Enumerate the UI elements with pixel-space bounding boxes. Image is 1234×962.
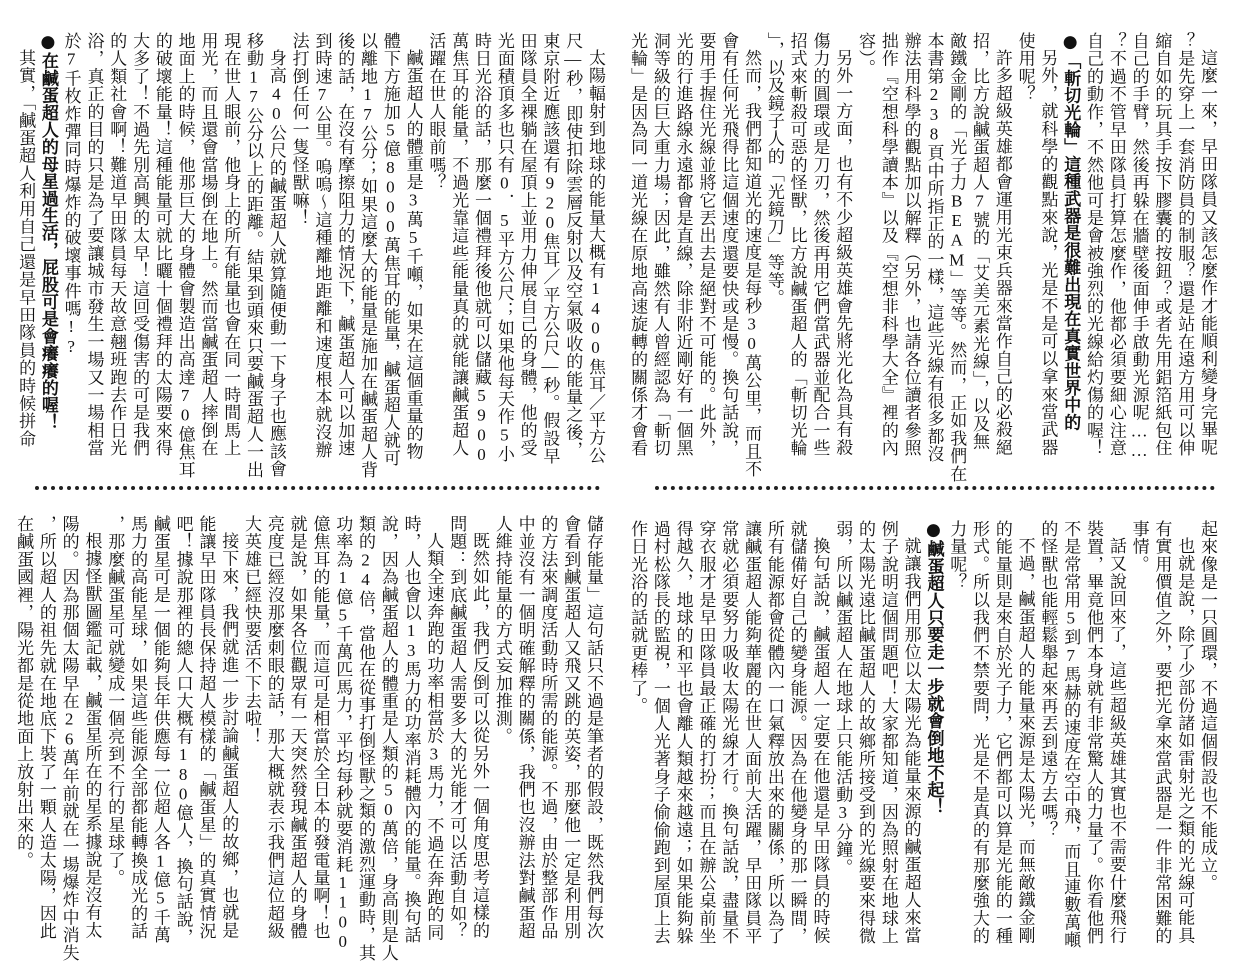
text-column: ？不過不管早田隊員打算怎麼作，他都必須要細心注意: [1106, 32, 1126, 457]
text-column: 的能量則是來自於光子力，它們都可以算是光能的一種: [992, 520, 1012, 945]
text-column: ？是先穿上一套消防員的制服？還是站在遠方用可以伸: [1175, 32, 1195, 457]
text-column: 形式。所以我們不禁要問，光是不是真的有那麼強大的: [970, 520, 990, 945]
text-column: 馬力的高能星球，如果這些能源全部都能轉換成光的話: [128, 515, 148, 940]
text-column: 換句話說，鹹蛋超人一定要在他還是早田隊員的時候: [810, 537, 830, 945]
text-column: 的怪獸也能輕鬆舉起來再丟到遠方去嗎？: [1038, 520, 1058, 839]
text-column: 亮度已經沒那麼刺眼的話，那大概就表示我們這位超級: [264, 515, 284, 940]
text-column: 說，因為鹹蛋超人的體重是人類的50萬倍，身高則是人: [378, 515, 398, 962]
text-column: 類的24倍，當他在從事打倒怪獸之類的激烈運動時，其: [356, 515, 376, 962]
text-column: 鹹蛋超人的體重是3萬5千噸，如果在這個重量的物: [403, 49, 423, 461]
text-column: 會看到鹹蛋超人又飛又跳的英姿，那麼他一定是利用別: [561, 515, 581, 940]
text-column: 就是說，如果各位觀眾有一天突然發現鹹蛋超人的身體: [287, 515, 307, 940]
text-column: 光面積頂多也只有0．5平方公尺；如果他每天作5小: [494, 32, 514, 463]
text-column: 讓鹹蛋超人能夠華麗的在世人面前大活躍，早田隊員平: [742, 520, 762, 945]
text-column: 」，以及鏡子人的「光鏡刀」等等。: [764, 32, 784, 307]
text-column: 縮自如的玩具手按下膠囊的按鈕？或者先用鋁箔紙包住: [1152, 32, 1172, 457]
text-column: 中並沒有一個明確解釋的關係，我們也沒辦法對鹹蛋超: [515, 515, 535, 940]
text-column: 要用手握住光線並將它丟出去是絕對不可能的。此外，: [696, 32, 716, 457]
text-column: 活躍在世人眼前嗎？: [426, 32, 446, 192]
text-column: 拙作『空想科學讀本』以及『空想非科學大全』裡的內: [878, 32, 898, 457]
text-column: 時日光浴的話，那麼一個禮拜後他就可以儲藏5900: [472, 32, 492, 465]
text-column: 能讓早田隊員長保持超人模樣的「鹹蛋星」的真實情況: [196, 515, 216, 940]
text-column: 這麼一來，早田隊員又該怎麼作才能順利變身完畢呢: [1198, 49, 1217, 457]
text-column: 後的話，在沒有摩擦阻力的情況下，鹹蛋超人可以加速: [335, 32, 355, 457]
text-column: 例子說明這個問題吧！大家都知道，因為照射在地球上: [878, 520, 898, 945]
text-column: 尺—秒，即使扣除雲層反射以及空氣吸收的能量之後，: [563, 32, 583, 459]
text-column: 所有能源都會從體內一口氣釋放出來的關係，所以為了: [764, 520, 784, 945]
text-column: 洞等級的巨大重力場；因此，雖然有人曾經認為「斬切: [650, 32, 670, 457]
text-column: 吧！據說那裡的總人口大概有180億人，換句話說，: [173, 515, 193, 946]
text-column: 辦法用科學的觀點加以解釋（另外，也請各位讀者參照: [901, 32, 921, 457]
text-column: 作日光浴的話就更棒了。: [628, 520, 648, 715]
text-column: 穿衣服才是早田隊員最正確的打扮；而且在辦公桌前坐: [696, 520, 716, 945]
text-block-top-right: [625, 32, 1218, 483]
text-column: 本書第238頁中所指正的一樣，這些光線有很多都沒: [924, 32, 944, 463]
text-column: 儲存能量」這句話只不過是筆者的假設，既然我們每次: [584, 515, 603, 940]
text-column: 弱，所以鹹蛋超人在地球上只能活動3分鐘。: [833, 520, 853, 876]
text-column: 地面上的時候，他那巨大的身體會製造出高達70億焦耳: [175, 32, 195, 479]
text-column: 萬焦耳的能量，不過光靠這些能量真的就能讓鹹蛋超人: [449, 32, 469, 457]
text-column: 不是常常用5到7馬赫的速度在空中飛，而且連數萬噸: [1061, 520, 1081, 949]
text-column: 億焦耳的能量，而這可是相當於全日本的發電量啊！也: [310, 515, 330, 940]
text-column: 裝置，畢竟他們本身就有非常驚人的力量了。你看他們: [1084, 520, 1104, 945]
text-column: 的方法來調度活動時所需的能源。不過，由於整部作品: [538, 515, 558, 940]
text-column: 功率為1億5千萬匹馬力，平均每秒就要消耗1100: [333, 515, 353, 952]
text-column: 用光，而且還會當場倒在地上。然而當鹹蛋超人摔倒在: [198, 32, 218, 457]
text-column: 現在世人眼前，他身上的所有能量也會在同一時間馬上: [221, 32, 241, 457]
text-column: 有實用價值之外，要把光拿來當武器是一件非常困難的: [1152, 520, 1172, 945]
text-column: 接下來，我們就進一步討論鹹蛋超人的故鄉，也就是: [219, 532, 239, 940]
text-column: 傷力的圓環或是刀刃，然後再用它們當武器並配合一些: [810, 32, 830, 457]
text-column: 身高40公尺的鹹蛋超人就算隨便動一下身子也應該會: [266, 49, 286, 478]
text-column: 常就必須要努力吸收太陽光線才行。換句話說，盡量不: [719, 520, 739, 945]
text-column: 就儲備好自己的變身能源。因為在他變身的那一瞬間，: [787, 520, 807, 945]
text-column: 浴，真正的目的只是為了要讓城市發生一場又一場相當: [84, 32, 104, 457]
text-column: 另外，就科學的觀點來說，光是不是可以拿來當武器: [1038, 49, 1058, 457]
text-column: 起來像是一只圓環，不過這個假設也不能成立。: [1198, 520, 1217, 892]
text-block-top-left: [13, 32, 606, 479]
text-column: 人類全速奔跑的功率相當於3馬力，不過在奔跑的同: [424, 532, 444, 942]
text-column: 既然如此，我們反倒可以從另外一個角度思考這樣的: [470, 532, 490, 940]
text-column: 時，人也會以13馬力的功率消耗體內的能量。換句話: [401, 515, 421, 944]
text-column: 法打倒任何一隻怪獸嘛！: [289, 32, 309, 227]
text-column: 人維持能量的方式妄加推測。: [492, 515, 512, 746]
text-column: 於7千枚炸彈同時爆炸的破壞事件嗎!?: [61, 32, 81, 357]
text-column: 東京附近應該還有920焦耳／平方公尺—秒。假設早: [540, 32, 560, 465]
text-column: 招式來斬殺可惡的怪獸，比方說鹹蛋超人的「斬切光輪: [787, 32, 807, 457]
dotted-divider-left: [35, 486, 600, 490]
text-column: 大多了！不過先別高興的太早！這回受傷害的可是我們: [130, 32, 150, 457]
text-column: 以離地17公分；如果這麼大的能量是施加在鹹蛋超人背: [358, 32, 378, 479]
text-column: 田隊員全裸躺在屋頂上並用力伸展自己的身體，他的受: [517, 32, 537, 457]
text-column: 鹹蛋星可是一個能夠長年供應每一位超人各1億5千萬: [150, 515, 170, 944]
text-column: 體下方施加5億8000萬焦耳的能量，鹹蛋超人就可: [380, 32, 400, 467]
text-column: 使用呢？: [1015, 32, 1035, 103]
text-column: 會有任何光飛得比這個速度還要快或是慢。換句話說，: [719, 32, 739, 457]
text-column: 根據怪獸圖鑑記載，鹹蛋星所在的星系據說是沒有太: [82, 532, 102, 940]
text-column: 的太陽光遠比鹹蛋超人的故鄉所接受到的光線要來得微: [856, 520, 876, 945]
text-column: 光的行進路線永遠都會是直線，除非附近剛好有一個黑: [673, 32, 693, 457]
text-column: 到時速7公里。嗚嗚～這種離地距離和速度根本就沒辦: [312, 32, 332, 459]
section-heading: ●「斬切光輪」這種武器是很難出現在真實世界中的: [1060, 32, 1081, 431]
text-column: ，所以超人的祖先就在地底下裝了一顆人造太陽，因此: [36, 515, 56, 940]
text-column: 的破壞能量！這種能量可就比曬十個禮拜的太陽要來得: [152, 32, 172, 457]
text-column: 然而，我們都知道光的速度是每秒30萬公里，而且不: [742, 49, 762, 478]
dotted-divider-right: [655, 486, 1215, 490]
text-column: 的人類社會啊！難道早田隊員每天故意翹班跑去作日光: [107, 32, 127, 457]
text-column: 招，比方說鹹蛋超人7號的「艾美元素光線」，以及無: [970, 32, 990, 451]
text-column: 其實，「鹹蛋超人利用自己還是早田隊員的時候拼命: [16, 49, 36, 448]
text-column: 得越久，地球的和平也會離人類越來越遠；如果能夠躲: [673, 520, 693, 945]
text-column: 陽的。因為那個太陽早在26萬年前就在一場爆炸中消失: [59, 515, 79, 962]
text-column: ，那麼鹹蛋星可就變成一個亮到不行的星球了。: [105, 515, 125, 887]
text-column: 問題：到底鹹蛋超人需要多大的光能才可以活動自如？: [447, 515, 467, 940]
text-column: 力量呢？: [947, 520, 967, 591]
text-column: 不過，鹹蛋超人的能量來源是太陽光，而無敵鐵金剛: [1015, 537, 1035, 945]
text-column: 在鹹蛋國裡，陽光都是從地面上放射出來的。: [14, 515, 34, 869]
text-column: 就讓我們用那位以太陽光為能量來源的鹹蛋超人來當: [901, 537, 921, 945]
text-column: 移動17公分以上的距離。結果到頭來只要鹹蛋超人一出: [244, 32, 264, 479]
text-column: 話又說回來了，這些超級英雄其實也不需要什麼飛行: [1106, 537, 1126, 945]
text-column: 許多超級英雄都會運用光束兵器來當作自己的必殺絕: [992, 49, 1012, 457]
section-heading: ●鹹蛋超人只要走一步就會倒地不起！: [923, 520, 944, 816]
text-column: 自己的手臂，然後再躲在牆壁後面伸手啟動光源呢……: [1129, 32, 1149, 461]
text-column: 也就是說，除了少部份諸如雷射光之類的光線可能具: [1175, 537, 1195, 945]
text-column: 太陽輻射到地球的能量大概有1400焦耳／平方公: [586, 49, 605, 465]
text-block-bottom-left: [11, 515, 604, 962]
text-column: 大英雄已經快要活不下去啦！: [242, 515, 262, 746]
text-column: 自己的動作，不然他可是會被強烈的光線給灼傷的喔！: [1084, 32, 1104, 457]
text-column: 事情。: [1129, 520, 1149, 574]
text-column: 另外一方面，也有不少超級英雄會先將光化為具有殺: [833, 49, 853, 457]
text-column: 光輪」是因為同一道光線在原地高速旋轉的關係才會看: [628, 32, 648, 457]
text-block-bottom-right: [625, 520, 1218, 950]
text-column: 過村松隊長的監視，一個人光著身子偷偷跑到屋頂上去: [650, 520, 670, 945]
section-heading: ●在鹹蛋超人的母星過生活，屁股可是會癢癢的喔！: [37, 32, 58, 431]
text-column: 容）。: [856, 32, 876, 77]
text-column: 敵鐵金剛的「光子力BEAM」等等。然而，正如我們在: [947, 32, 967, 483]
